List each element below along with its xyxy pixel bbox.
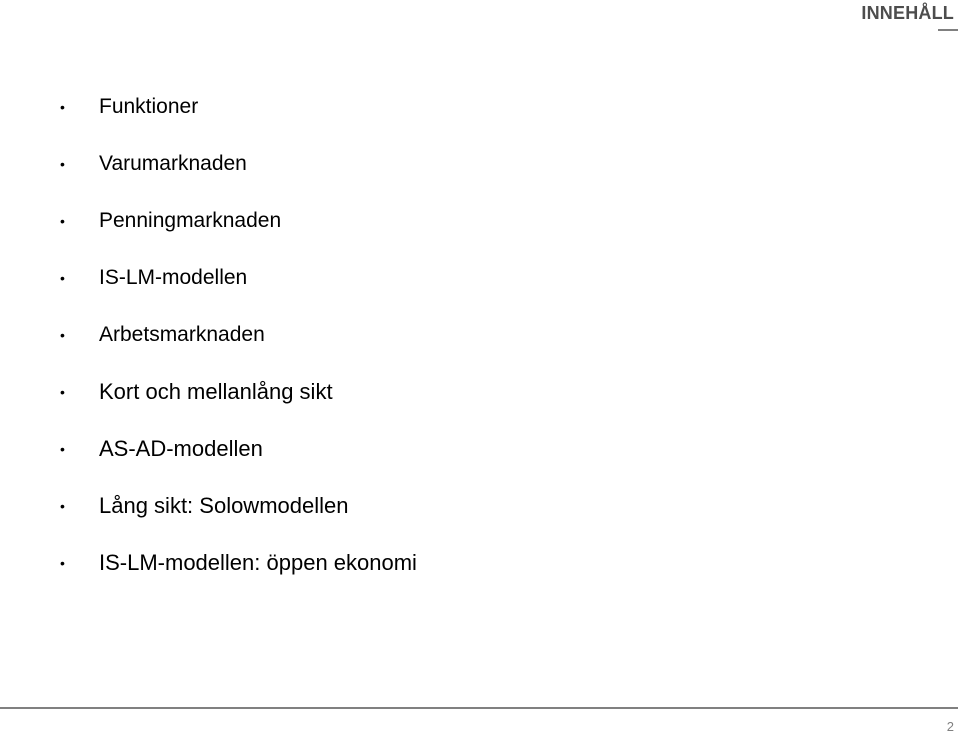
- list-item: [60, 550, 417, 607]
- contents-list: [60, 94, 417, 607]
- bullet-icon: •: [60, 441, 65, 457]
- list-item: [60, 493, 417, 550]
- list-item: [60, 94, 417, 151]
- list-item-label: Funktioner: [99, 95, 199, 118]
- bullet-icon: •: [60, 99, 65, 115]
- list-item: [60, 436, 417, 493]
- list-item-label: AS-AD-modellen: [99, 436, 263, 461]
- list-item-label: IS-LM-modellen: [99, 266, 248, 289]
- bullet-icon: •: [60, 498, 65, 514]
- bullet-icon: •: [60, 384, 65, 400]
- list-item: [60, 151, 417, 208]
- list-item-label: Arbetsmarknaden: [99, 323, 265, 346]
- list-item-label: Kort och mellanlång sikt: [99, 379, 333, 404]
- page-number: 2: [946, 719, 954, 734]
- list-item-label: IS-LM-modellen: öppen ekonomi: [99, 550, 417, 575]
- list-item: [60, 208, 417, 265]
- bullet-icon: •: [60, 327, 65, 343]
- list-item-label: Penningmarknaden: [99, 209, 282, 232]
- bullet-icon: •: [60, 270, 65, 286]
- list-item-label: Lång sikt: Solowmodellen: [99, 493, 349, 518]
- list-item: [60, 322, 417, 379]
- list-item: [60, 379, 417, 436]
- bullet-icon: •: [60, 156, 65, 172]
- bullet-icon: •: [60, 555, 65, 571]
- list-item: [60, 265, 417, 322]
- footer-divider: [0, 707, 958, 709]
- slide-title: INNEHÅLL: [861, 3, 954, 23]
- bullet-icon: •: [60, 213, 65, 229]
- list-item-label: Varumarknaden: [99, 152, 247, 175]
- title-underline: [938, 29, 958, 31]
